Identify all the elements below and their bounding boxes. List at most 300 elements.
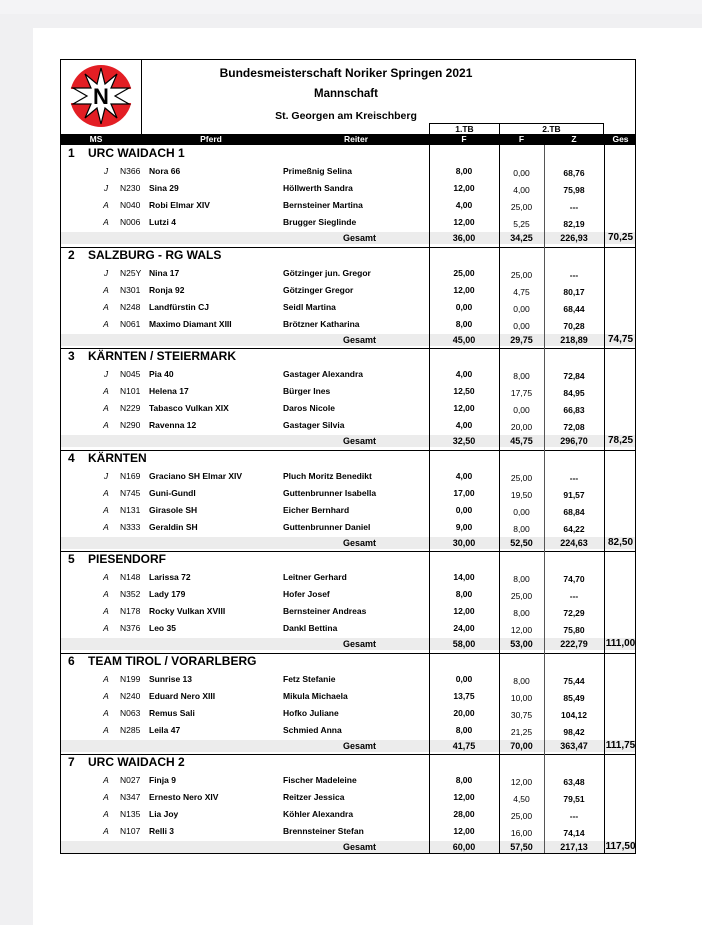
team-score: 82,50 bbox=[607, 536, 634, 548]
team-header bbox=[61, 552, 635, 566]
round2-faults: 0,00 bbox=[513, 320, 530, 331]
rider-name: Schmied Anna bbox=[283, 724, 342, 735]
team-total-row bbox=[61, 232, 635, 244]
round2-faults: 0,00 bbox=[513, 506, 530, 517]
rider-category: A bbox=[103, 487, 109, 498]
total-round2-time: 296,70 bbox=[560, 436, 588, 446]
round1-faults: 8,00 bbox=[455, 775, 473, 785]
horse-number: N169 bbox=[120, 470, 141, 481]
team-rank: 3 bbox=[68, 349, 75, 363]
total-round2-time: 222,79 bbox=[560, 639, 588, 649]
round-1-header: 1.TB bbox=[429, 123, 499, 134]
horse-name: Finja 9 bbox=[149, 775, 176, 785]
horse-name: Helena 17 bbox=[149, 386, 189, 396]
total-round2-faults: 57,50 bbox=[510, 842, 533, 852]
team-block bbox=[61, 146, 635, 248]
horse-number: N285 bbox=[120, 724, 141, 735]
round2-faults: 8,00 bbox=[513, 371, 530, 381]
round1-faults: 13,75 bbox=[453, 690, 475, 701]
rider-name: Fischer Madeleine bbox=[283, 775, 357, 785]
total-round1-faults: 58,00 bbox=[452, 639, 476, 649]
event-location: St. Georgen am Kreischberg bbox=[275, 110, 417, 122]
round2-time: 64,22 bbox=[563, 523, 585, 534]
rider-category: A bbox=[103, 724, 109, 735]
total-round2-faults: 29,75 bbox=[510, 334, 533, 345]
team-rank: 7 bbox=[68, 755, 75, 769]
team-name: URC WAIDACH 2 bbox=[88, 755, 185, 769]
rider-category: A bbox=[103, 217, 109, 227]
document-page bbox=[33, 28, 702, 925]
round2-time: 70,28 bbox=[563, 320, 585, 331]
round2-faults: 10,00 bbox=[510, 692, 533, 703]
rider-category: A bbox=[103, 623, 109, 633]
round2-time: --- bbox=[569, 591, 579, 601]
horse-name: Sina 29 bbox=[149, 183, 179, 193]
col-f1: F bbox=[461, 134, 467, 144]
round2-faults: 0,00 bbox=[513, 168, 530, 178]
team-score: 78,25 bbox=[607, 435, 634, 446]
horse-name: Ernesto Nero XIV bbox=[149, 792, 219, 802]
rider-name: Guttenbrunner Isabella bbox=[283, 487, 377, 498]
column-header bbox=[61, 134, 635, 145]
horse-number: N333 bbox=[120, 521, 141, 532]
round1-faults: 8,00 bbox=[455, 724, 473, 735]
table-row bbox=[61, 788, 635, 805]
rider-name: Gastager Alexandra bbox=[283, 369, 363, 379]
team-name: KÄRNTEN / STEIERMARK bbox=[88, 349, 237, 363]
rider-category: A bbox=[103, 386, 109, 396]
rider-category: J bbox=[103, 470, 109, 481]
round2-faults: 20,00 bbox=[510, 422, 533, 432]
rider-category: A bbox=[103, 521, 109, 532]
horse-number: N25Y bbox=[120, 267, 142, 278]
team-score: 111,75 bbox=[605, 739, 636, 751]
rider-category: A bbox=[103, 690, 109, 701]
horse-name: Girasole SH bbox=[149, 504, 198, 515]
round2-faults: 25,00 bbox=[510, 591, 533, 601]
team-total-row bbox=[61, 740, 635, 752]
round2-time: 75,44 bbox=[563, 675, 585, 686]
team-name: KÄRNTEN bbox=[88, 450, 147, 465]
horse-name: Landfürstin CJ bbox=[149, 301, 209, 312]
round-2-header: 2.TB bbox=[499, 123, 604, 134]
round2-faults: 16,00 bbox=[510, 828, 533, 838]
horse-number: N178 bbox=[120, 606, 141, 616]
round2-faults: 4,00 bbox=[513, 185, 530, 195]
horse-number: N352 bbox=[120, 589, 141, 599]
round2-time: 91,57 bbox=[563, 489, 585, 500]
horse-name: Robi Elmar XIV bbox=[149, 200, 210, 210]
round2-time: 63,48 bbox=[563, 777, 585, 787]
horse-name: Sunrise 13 bbox=[149, 673, 192, 684]
horse-number: N347 bbox=[120, 792, 141, 802]
rider-category: A bbox=[103, 673, 109, 684]
round2-faults: 25,00 bbox=[510, 202, 533, 212]
round1-faults: 0,00 bbox=[455, 673, 473, 684]
round2-faults: 21,25 bbox=[510, 726, 533, 737]
top-bar bbox=[0, 0, 702, 14]
round1-faults: 12,50 bbox=[453, 386, 475, 396]
team-name: SALZBURG - RG WALS bbox=[88, 247, 222, 262]
total-round2-faults: 53,00 bbox=[510, 639, 533, 649]
round1-faults: 4,00 bbox=[455, 420, 473, 430]
total-label: Gesamt bbox=[343, 740, 377, 751]
horse-name: Remus Sali bbox=[149, 707, 195, 718]
round1-faults: 4,00 bbox=[455, 470, 473, 481]
svg-text:N: N bbox=[93, 84, 109, 109]
horse-name: Lia Joy bbox=[149, 809, 179, 819]
horse-number: N376 bbox=[120, 623, 141, 633]
table-row bbox=[61, 484, 635, 501]
round1-faults: 12,00 bbox=[453, 826, 475, 836]
round1-faults: 8,00 bbox=[455, 166, 473, 176]
total-round1-faults: 36,00 bbox=[452, 233, 476, 243]
rider-category: A bbox=[103, 792, 109, 802]
team-score: 117,50 bbox=[605, 841, 636, 852]
rider-name: Hofko Juliane bbox=[283, 707, 339, 718]
table-row bbox=[61, 602, 635, 619]
total-label: Gesamt bbox=[343, 842, 377, 852]
team-rank: 2 bbox=[68, 247, 75, 262]
round1-faults: 4,00 bbox=[455, 200, 473, 210]
rider-category: J bbox=[103, 369, 109, 379]
table-row bbox=[61, 281, 635, 298]
horse-name: Geraldin SH bbox=[149, 521, 198, 532]
round2-time: 82,19 bbox=[563, 219, 585, 229]
round1-faults: 0,00 bbox=[455, 301, 473, 312]
rider-category: A bbox=[103, 606, 109, 616]
total-round1-faults: 32,50 bbox=[452, 436, 476, 446]
round2-time: --- bbox=[569, 811, 579, 821]
total-round1-faults: 45,00 bbox=[452, 334, 476, 345]
col-f2: F bbox=[518, 134, 525, 144]
team-total-row bbox=[61, 435, 635, 447]
table-row bbox=[61, 298, 635, 315]
total-round2-time: 226,93 bbox=[560, 233, 588, 243]
round2-faults: 12,00 bbox=[510, 777, 533, 787]
round2-time: 68,84 bbox=[563, 506, 585, 517]
total-round2-time: 224,63 bbox=[560, 537, 588, 548]
horse-number: N006 bbox=[120, 217, 141, 227]
horse-number: N745 bbox=[120, 487, 141, 498]
team-rank: 6 bbox=[68, 653, 75, 668]
rider-category: A bbox=[103, 809, 109, 819]
round1-faults: 0,00 bbox=[455, 504, 473, 515]
rider-category: A bbox=[103, 318, 109, 329]
horse-number: N101 bbox=[120, 386, 141, 396]
rider-name: Pluch Moritz Benedikt bbox=[283, 470, 372, 481]
round1-faults: 12,00 bbox=[453, 217, 475, 227]
team-name: URC WAIDACH 1 bbox=[88, 146, 185, 160]
round2-time: 75,98 bbox=[563, 185, 585, 195]
team-total-row bbox=[61, 334, 635, 346]
horse-name: Leo 35 bbox=[149, 623, 176, 633]
column-divider bbox=[604, 145, 605, 853]
round2-faults: 25,00 bbox=[510, 269, 533, 280]
round2-time: 74,14 bbox=[563, 828, 585, 838]
round2-time: 72,84 bbox=[563, 371, 585, 381]
rider-name: Bürger Ines bbox=[283, 386, 331, 396]
rider-name: Reitzer Jessica bbox=[283, 792, 345, 802]
table-row bbox=[61, 585, 635, 602]
table-row bbox=[61, 315, 635, 332]
horse-number: N229 bbox=[120, 403, 141, 413]
table-row bbox=[61, 264, 635, 281]
team-header bbox=[61, 755, 635, 769]
rider-category: A bbox=[103, 504, 109, 515]
rider-name: Höllwerth Sandra bbox=[283, 183, 353, 193]
rider-name: Bernsteiner Martina bbox=[283, 200, 363, 210]
round2-faults: 8,00 bbox=[513, 574, 530, 584]
team-total-row bbox=[61, 537, 635, 549]
rider-name: Götzinger Gregor bbox=[283, 284, 354, 295]
total-round1-faults: 30,00 bbox=[452, 537, 476, 548]
round1-faults: 14,00 bbox=[453, 572, 475, 582]
round2-time: 72,08 bbox=[563, 422, 585, 432]
rider-name: Daros Nicole bbox=[283, 403, 335, 413]
horse-number: N131 bbox=[120, 504, 141, 515]
rider-category: A bbox=[103, 826, 109, 836]
round2-time: 68,76 bbox=[563, 168, 585, 178]
rider-name: Fetz Stefanie bbox=[283, 673, 336, 684]
table-row bbox=[61, 687, 635, 704]
table-row bbox=[61, 568, 635, 585]
round1-faults: 28,00 bbox=[453, 809, 475, 819]
rider-name: Mikula Michaela bbox=[283, 690, 348, 701]
column-divider bbox=[544, 145, 545, 853]
rider-category: A bbox=[103, 775, 109, 785]
horse-number: N148 bbox=[120, 572, 141, 582]
team-block bbox=[61, 552, 635, 654]
table-row bbox=[61, 771, 635, 788]
rider-category: J bbox=[103, 183, 109, 193]
total-round1-faults: 60,00 bbox=[452, 842, 476, 852]
total-round2-time: 217,13 bbox=[560, 842, 588, 852]
round1-faults: 12,00 bbox=[453, 284, 475, 295]
table-row bbox=[61, 501, 635, 518]
round2-time: 85,49 bbox=[563, 692, 585, 703]
team-score: 70,25 bbox=[607, 232, 634, 243]
horse-name: Ravenna 12 bbox=[149, 420, 197, 430]
round2-time: --- bbox=[569, 202, 579, 212]
results-table bbox=[60, 59, 636, 854]
horse-number: N248 bbox=[120, 301, 141, 312]
round1-faults: 12,00 bbox=[453, 606, 475, 616]
rider-category: A bbox=[103, 200, 109, 210]
horse-name: Lady 179 bbox=[149, 589, 186, 599]
team-block bbox=[61, 755, 635, 857]
table-row bbox=[61, 365, 635, 382]
horse-number: N045 bbox=[120, 369, 141, 379]
team-total-row bbox=[61, 841, 635, 853]
horse-name: Lutzi 4 bbox=[149, 217, 176, 227]
total-label: Gesamt bbox=[343, 233, 377, 243]
round2-time: 80,17 bbox=[563, 286, 585, 297]
team-block bbox=[61, 349, 635, 451]
rider-category: A bbox=[103, 572, 109, 582]
column-divider bbox=[499, 145, 500, 853]
round2-time: 72,29 bbox=[563, 608, 585, 618]
horse-number: N301 bbox=[120, 284, 141, 295]
horse-name: Eduard Nero XIII bbox=[149, 690, 216, 701]
round1-faults: 8,00 bbox=[455, 318, 473, 329]
rider-name: Brennsteiner Stefan bbox=[283, 826, 364, 836]
total-round2-faults: 45,75 bbox=[510, 436, 533, 446]
col-z: Z bbox=[571, 134, 577, 144]
rider-name: Brugger Sieglinde bbox=[283, 217, 357, 227]
col-ges: Ges bbox=[612, 134, 629, 144]
rider-name: Dankl Bettina bbox=[283, 623, 338, 633]
rider-category: J bbox=[103, 166, 109, 176]
team-block bbox=[61, 654, 635, 756]
total-round2-faults: 52,50 bbox=[510, 537, 533, 548]
total-round2-time: 218,89 bbox=[560, 334, 588, 345]
rider-name: Seidl Martina bbox=[283, 301, 336, 312]
horse-name: Maximo Diamant XIII bbox=[149, 318, 232, 329]
table-row bbox=[61, 416, 635, 433]
rider-category: A bbox=[103, 301, 109, 312]
rider-category: A bbox=[103, 707, 109, 718]
team-rank: 1 bbox=[68, 146, 75, 160]
rider-category: A bbox=[103, 284, 109, 295]
round2-faults: 5,25 bbox=[513, 219, 530, 229]
table-row bbox=[61, 518, 635, 535]
column-divider bbox=[429, 145, 430, 853]
team-score: 111,00 bbox=[605, 638, 636, 649]
rider-name: Hofer Josef bbox=[283, 589, 330, 599]
round2-faults: 25,00 bbox=[510, 811, 533, 821]
table-row bbox=[61, 399, 635, 416]
horse-name: Graciano SH Elmar XIV bbox=[149, 470, 243, 481]
total-round1-faults: 41,75 bbox=[452, 740, 476, 751]
round2-faults: 4,50 bbox=[513, 794, 530, 804]
round1-faults: 12,00 bbox=[453, 792, 475, 802]
col-ms: MS bbox=[89, 134, 103, 144]
team-header bbox=[61, 146, 635, 160]
round1-faults: 9,00 bbox=[455, 521, 473, 532]
table-row bbox=[61, 704, 635, 721]
total-round2-faults: 34,25 bbox=[510, 233, 533, 243]
table-row bbox=[61, 213, 635, 230]
col-pferd: Pferd bbox=[200, 134, 222, 144]
round2-faults: 8,00 bbox=[513, 675, 530, 686]
table-row bbox=[61, 619, 635, 636]
team-block bbox=[61, 248, 635, 350]
round1-faults: 12,00 bbox=[453, 183, 475, 193]
horse-number: N040 bbox=[120, 200, 141, 210]
rider-name: Gastager Silvia bbox=[283, 420, 345, 430]
round2-faults: 0,00 bbox=[513, 303, 530, 314]
horse-name: Nina 17 bbox=[149, 267, 180, 278]
team-rank: 5 bbox=[68, 552, 75, 566]
round1-faults: 24,00 bbox=[453, 623, 475, 633]
rider-category: A bbox=[103, 420, 109, 430]
total-round2-time: 363,47 bbox=[560, 740, 588, 751]
round1-faults: 8,00 bbox=[455, 589, 473, 599]
round2-faults: 25,00 bbox=[510, 472, 533, 483]
round2-faults: 8,00 bbox=[513, 523, 530, 534]
round2-time: --- bbox=[569, 472, 579, 483]
rider-category: J bbox=[103, 267, 109, 278]
horse-number: N135 bbox=[120, 809, 141, 819]
table-row bbox=[61, 467, 635, 484]
round2-time: 75,80 bbox=[563, 625, 585, 635]
round2-faults: 0,00 bbox=[513, 405, 530, 415]
rider-name: Köhler Alexandra bbox=[283, 809, 354, 819]
page-subtitle: Mannschaft bbox=[314, 88, 378, 100]
horse-number: N061 bbox=[120, 318, 141, 329]
round1-faults: 20,00 bbox=[453, 707, 475, 718]
horse-name: Pia 40 bbox=[149, 369, 174, 379]
round2-faults: 12,00 bbox=[510, 625, 533, 635]
rider-name: Götzinger jun. Gregor bbox=[283, 267, 371, 278]
total-label: Gesamt bbox=[343, 436, 377, 446]
horse-number: N240 bbox=[120, 690, 141, 701]
horse-name: Leila 47 bbox=[149, 724, 181, 735]
round2-time: 66,83 bbox=[563, 405, 585, 415]
team-total-row bbox=[61, 638, 635, 650]
horse-number: N027 bbox=[120, 775, 141, 785]
round2-time: 98,42 bbox=[563, 726, 585, 737]
horse-name: Tabasco Vulkan XIX bbox=[149, 403, 229, 413]
total-label: Gesamt bbox=[343, 334, 377, 345]
table-row bbox=[61, 162, 635, 179]
page-title: Bundesmeisterschaft Noriker Springen 2021 bbox=[219, 66, 473, 80]
team-header bbox=[61, 451, 635, 465]
table-row bbox=[61, 382, 635, 399]
round2-time: 104,12 bbox=[561, 709, 587, 720]
horse-name: Ronja 92 bbox=[149, 284, 185, 295]
rider-name: Eicher Bernhard bbox=[283, 504, 350, 515]
table-row bbox=[61, 179, 635, 196]
rider-category: A bbox=[103, 403, 109, 413]
round2-time: --- bbox=[569, 269, 579, 280]
horse-name: Larissa 72 bbox=[149, 572, 191, 582]
round2-faults: 4,75 bbox=[513, 286, 530, 297]
horse-name: Guni-Gundl bbox=[149, 487, 196, 498]
round2-time: 68,44 bbox=[563, 303, 585, 314]
table-row bbox=[61, 721, 635, 738]
total-label: Gesamt bbox=[343, 639, 377, 649]
rider-category: A bbox=[103, 589, 109, 599]
rider-name: Primeßnig Selina bbox=[283, 166, 352, 176]
horse-number: N366 bbox=[120, 166, 141, 176]
rider-name: Guttenbrunner Daniel bbox=[283, 521, 371, 532]
round2-faults: 30,75 bbox=[510, 709, 533, 720]
horse-number: N290 bbox=[120, 420, 141, 430]
round-header bbox=[61, 123, 635, 134]
team-header bbox=[61, 654, 635, 668]
horse-name: Nora 66 bbox=[149, 166, 181, 176]
round2-time: 74,70 bbox=[563, 574, 585, 584]
table-row bbox=[61, 822, 635, 839]
rider-name: Brötzner Katharina bbox=[283, 318, 360, 329]
horse-number: N107 bbox=[120, 826, 141, 836]
rider-name: Leitner Gerhard bbox=[283, 572, 347, 582]
round2-faults: 17,75 bbox=[510, 388, 533, 398]
team-header bbox=[61, 349, 635, 363]
table-row bbox=[61, 670, 635, 687]
total-round2-faults: 70,00 bbox=[510, 740, 533, 751]
round1-faults: 25,00 bbox=[453, 267, 475, 278]
horse-name: Rocky Vulkan XVIII bbox=[149, 606, 226, 616]
round2-time: 84,95 bbox=[563, 388, 585, 398]
horse-number: N199 bbox=[120, 673, 141, 684]
total-label: Gesamt bbox=[343, 537, 377, 548]
team-header bbox=[61, 248, 635, 262]
rider-name: Bernsteiner Andreas bbox=[283, 606, 367, 616]
round2-time: 79,51 bbox=[563, 794, 585, 804]
